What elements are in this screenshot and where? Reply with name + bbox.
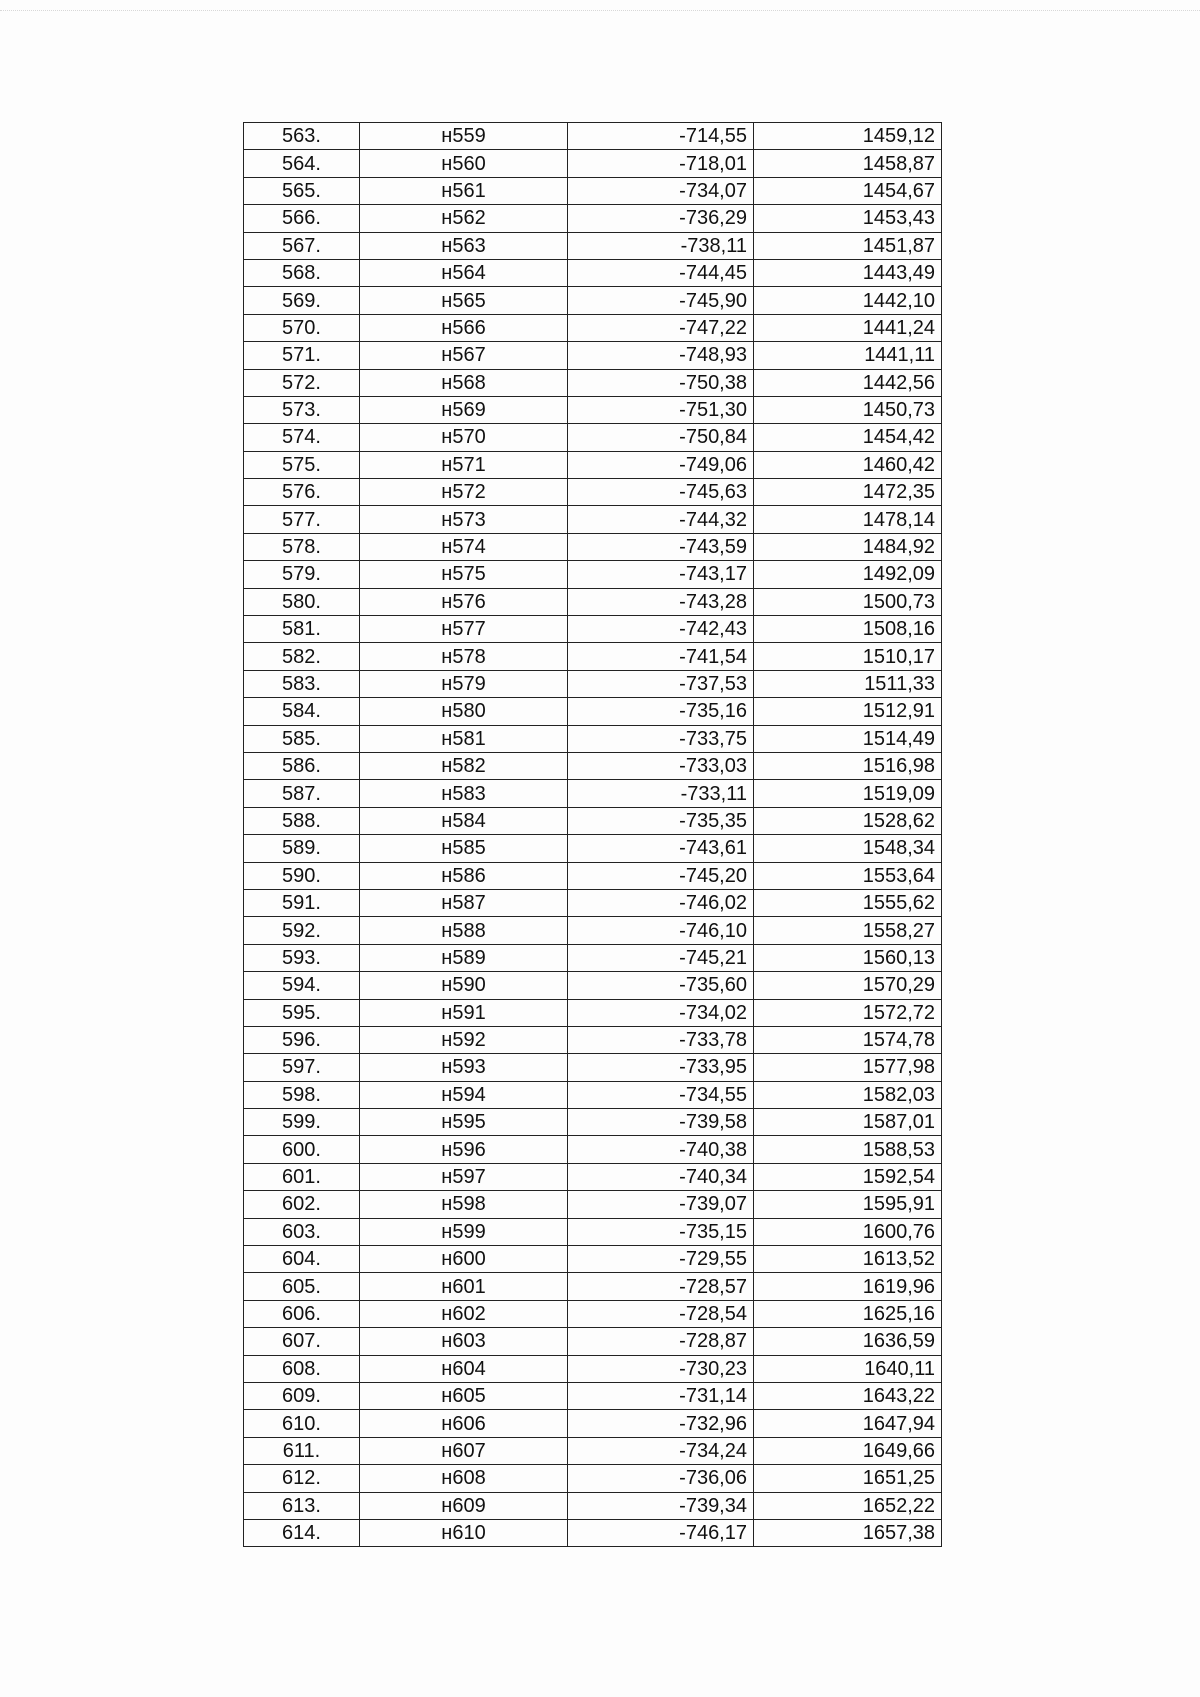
row-number-cell: 584. bbox=[244, 698, 360, 725]
y-coordinate-cell: 1651,25 bbox=[754, 1465, 942, 1492]
row-number-cell: 565. bbox=[244, 177, 360, 204]
x-coordinate-cell: -733,11 bbox=[568, 780, 754, 807]
y-coordinate-cell: 1528,62 bbox=[754, 807, 942, 834]
row-number-cell: 581. bbox=[244, 616, 360, 643]
y-coordinate-cell: 1460,42 bbox=[754, 451, 942, 478]
table-row bbox=[244, 588, 942, 615]
table-row bbox=[244, 1081, 942, 1108]
x-coordinate-cell: -747,22 bbox=[568, 314, 754, 341]
row-number-cell: 590. bbox=[244, 862, 360, 889]
y-coordinate-cell: 1459,12 bbox=[754, 123, 942, 150]
point-id-cell: н606 bbox=[360, 1410, 568, 1437]
x-coordinate-cell: -746,17 bbox=[568, 1519, 754, 1546]
point-id-cell: н574 bbox=[360, 533, 568, 560]
table-row bbox=[244, 999, 942, 1026]
coordinates-table-body bbox=[244, 123, 942, 1547]
table-row bbox=[244, 1328, 942, 1355]
point-id-cell: н588 bbox=[360, 917, 568, 944]
table-row bbox=[244, 944, 942, 971]
x-coordinate-cell: -746,02 bbox=[568, 889, 754, 916]
y-coordinate-cell: 1512,91 bbox=[754, 698, 942, 725]
row-number-cell: 585. bbox=[244, 725, 360, 752]
x-coordinate-cell: -741,54 bbox=[568, 643, 754, 670]
row-number-cell: 578. bbox=[244, 533, 360, 560]
x-coordinate-cell: -731,14 bbox=[568, 1382, 754, 1409]
point-id-cell: н577 bbox=[360, 616, 568, 643]
x-coordinate-cell: -735,15 bbox=[568, 1218, 754, 1245]
table-row bbox=[244, 451, 942, 478]
row-number-cell: 602. bbox=[244, 1191, 360, 1218]
table-row bbox=[244, 643, 942, 670]
point-id-cell: н567 bbox=[360, 342, 568, 369]
x-coordinate-cell: -733,78 bbox=[568, 1026, 754, 1053]
x-coordinate-cell: -733,95 bbox=[568, 1054, 754, 1081]
point-id-cell: н564 bbox=[360, 259, 568, 286]
row-number-cell: 610. bbox=[244, 1410, 360, 1437]
y-coordinate-cell: 1647,94 bbox=[754, 1410, 942, 1437]
scan-artifact-line bbox=[0, 10, 1200, 13]
point-id-cell: н563 bbox=[360, 232, 568, 259]
table-row bbox=[244, 123, 942, 150]
row-number-cell: 564. bbox=[244, 150, 360, 177]
table-row bbox=[244, 314, 942, 341]
point-id-cell: н580 bbox=[360, 698, 568, 725]
y-coordinate-cell: 1595,91 bbox=[754, 1191, 942, 1218]
x-coordinate-cell: -746,10 bbox=[568, 917, 754, 944]
y-coordinate-cell: 1625,16 bbox=[754, 1300, 942, 1327]
y-coordinate-cell: 1458,87 bbox=[754, 150, 942, 177]
point-id-cell: н594 bbox=[360, 1081, 568, 1108]
y-coordinate-cell: 1558,27 bbox=[754, 917, 942, 944]
y-coordinate-cell: 1511,33 bbox=[754, 670, 942, 697]
table-row bbox=[244, 1465, 942, 1492]
x-coordinate-cell: -748,93 bbox=[568, 342, 754, 369]
table-row bbox=[244, 1218, 942, 1245]
y-coordinate-cell: 1570,29 bbox=[754, 972, 942, 999]
row-number-cell: 612. bbox=[244, 1465, 360, 1492]
y-coordinate-cell: 1588,53 bbox=[754, 1136, 942, 1163]
point-id-cell: н593 bbox=[360, 1054, 568, 1081]
y-coordinate-cell: 1577,98 bbox=[754, 1054, 942, 1081]
point-id-cell: н576 bbox=[360, 588, 568, 615]
y-coordinate-cell: 1442,56 bbox=[754, 369, 942, 396]
point-id-cell: н582 bbox=[360, 752, 568, 779]
x-coordinate-cell: -730,23 bbox=[568, 1355, 754, 1382]
table-row bbox=[244, 698, 942, 725]
table-row bbox=[244, 1191, 942, 1218]
x-coordinate-cell: -745,63 bbox=[568, 479, 754, 506]
table-row bbox=[244, 232, 942, 259]
point-id-cell: н595 bbox=[360, 1109, 568, 1136]
table-row bbox=[244, 1382, 942, 1409]
y-coordinate-cell: 1478,14 bbox=[754, 506, 942, 533]
table-row bbox=[244, 150, 942, 177]
x-coordinate-cell: -733,03 bbox=[568, 752, 754, 779]
table-row bbox=[244, 972, 942, 999]
point-id-cell: н597 bbox=[360, 1163, 568, 1190]
y-coordinate-cell: 1643,22 bbox=[754, 1382, 942, 1409]
x-coordinate-cell: -732,96 bbox=[568, 1410, 754, 1437]
x-coordinate-cell: -743,28 bbox=[568, 588, 754, 615]
row-number-cell: 563. bbox=[244, 123, 360, 150]
table-row bbox=[244, 1410, 942, 1437]
point-id-cell: н599 bbox=[360, 1218, 568, 1245]
row-number-cell: 568. bbox=[244, 259, 360, 286]
row-number-cell: 601. bbox=[244, 1163, 360, 1190]
row-number-cell: 600. bbox=[244, 1136, 360, 1163]
table-row bbox=[244, 342, 942, 369]
point-id-cell: н586 bbox=[360, 862, 568, 889]
table-row bbox=[244, 205, 942, 232]
row-number-cell: 575. bbox=[244, 451, 360, 478]
point-id-cell: н570 bbox=[360, 424, 568, 451]
row-number-cell: 592. bbox=[244, 917, 360, 944]
point-id-cell: н596 bbox=[360, 1136, 568, 1163]
x-coordinate-cell: -750,38 bbox=[568, 369, 754, 396]
point-id-cell: н600 bbox=[360, 1246, 568, 1273]
row-number-cell: 571. bbox=[244, 342, 360, 369]
row-number-cell: 580. bbox=[244, 588, 360, 615]
x-coordinate-cell: -749,06 bbox=[568, 451, 754, 478]
y-coordinate-cell: 1450,73 bbox=[754, 396, 942, 423]
table-row bbox=[244, 889, 942, 916]
x-coordinate-cell: -735,60 bbox=[568, 972, 754, 999]
row-number-cell: 598. bbox=[244, 1081, 360, 1108]
row-number-cell: 566. bbox=[244, 205, 360, 232]
y-coordinate-cell: 1508,16 bbox=[754, 616, 942, 643]
point-id-cell: н603 bbox=[360, 1328, 568, 1355]
y-coordinate-cell: 1636,59 bbox=[754, 1328, 942, 1355]
point-id-cell: н590 bbox=[360, 972, 568, 999]
y-coordinate-cell: 1657,38 bbox=[754, 1519, 942, 1546]
point-id-cell: н572 bbox=[360, 479, 568, 506]
point-id-cell: н609 bbox=[360, 1492, 568, 1519]
y-coordinate-cell: 1519,09 bbox=[754, 780, 942, 807]
point-id-cell: н584 bbox=[360, 807, 568, 834]
table-row bbox=[244, 506, 942, 533]
row-number-cell: 573. bbox=[244, 396, 360, 423]
table-row bbox=[244, 287, 942, 314]
x-coordinate-cell: -728,54 bbox=[568, 1300, 754, 1327]
row-number-cell: 574. bbox=[244, 424, 360, 451]
y-coordinate-cell: 1472,35 bbox=[754, 479, 942, 506]
point-id-cell: н591 bbox=[360, 999, 568, 1026]
row-number-cell: 576. bbox=[244, 479, 360, 506]
x-coordinate-cell: -734,07 bbox=[568, 177, 754, 204]
y-coordinate-cell: 1454,67 bbox=[754, 177, 942, 204]
y-coordinate-cell: 1441,11 bbox=[754, 342, 942, 369]
table-row bbox=[244, 752, 942, 779]
row-number-cell: 608. bbox=[244, 1355, 360, 1382]
row-number-cell: 599. bbox=[244, 1109, 360, 1136]
y-coordinate-cell: 1560,13 bbox=[754, 944, 942, 971]
y-coordinate-cell: 1441,24 bbox=[754, 314, 942, 341]
x-coordinate-cell: -750,84 bbox=[568, 424, 754, 451]
point-id-cell: н585 bbox=[360, 835, 568, 862]
point-id-cell: н589 bbox=[360, 944, 568, 971]
point-id-cell: н604 bbox=[360, 1355, 568, 1382]
y-coordinate-cell: 1484,92 bbox=[754, 533, 942, 560]
x-coordinate-cell: -743,59 bbox=[568, 533, 754, 560]
row-number-cell: 587. bbox=[244, 780, 360, 807]
x-coordinate-cell: -714,55 bbox=[568, 123, 754, 150]
x-coordinate-cell: -737,53 bbox=[568, 670, 754, 697]
x-coordinate-cell: -740,34 bbox=[568, 1163, 754, 1190]
point-id-cell: н598 bbox=[360, 1191, 568, 1218]
x-coordinate-cell: -735,16 bbox=[568, 698, 754, 725]
table-row bbox=[244, 780, 942, 807]
x-coordinate-cell: -738,11 bbox=[568, 232, 754, 259]
table-row bbox=[244, 369, 942, 396]
y-coordinate-cell: 1640,11 bbox=[754, 1355, 942, 1382]
x-coordinate-cell: -733,75 bbox=[568, 725, 754, 752]
table-row bbox=[244, 1300, 942, 1327]
point-id-cell: н566 bbox=[360, 314, 568, 341]
point-id-cell: н592 bbox=[360, 1026, 568, 1053]
point-id-cell: н587 bbox=[360, 889, 568, 916]
x-coordinate-cell: -751,30 bbox=[568, 396, 754, 423]
y-coordinate-cell: 1500,73 bbox=[754, 588, 942, 615]
y-coordinate-cell: 1454,42 bbox=[754, 424, 942, 451]
table-row bbox=[244, 259, 942, 286]
table-row bbox=[244, 835, 942, 862]
row-number-cell: 583. bbox=[244, 670, 360, 697]
point-id-cell: н601 bbox=[360, 1273, 568, 1300]
coordinates-table bbox=[243, 122, 942, 1547]
x-coordinate-cell: -745,21 bbox=[568, 944, 754, 971]
table-row bbox=[244, 1246, 942, 1273]
point-id-cell: н579 bbox=[360, 670, 568, 697]
y-coordinate-cell: 1492,09 bbox=[754, 561, 942, 588]
table-row bbox=[244, 177, 942, 204]
row-number-cell: 604. bbox=[244, 1246, 360, 1273]
x-coordinate-cell: -745,90 bbox=[568, 287, 754, 314]
row-number-cell: 586. bbox=[244, 752, 360, 779]
row-number-cell: 567. bbox=[244, 232, 360, 259]
point-id-cell: н571 bbox=[360, 451, 568, 478]
y-coordinate-cell: 1516,98 bbox=[754, 752, 942, 779]
table-row bbox=[244, 670, 942, 697]
y-coordinate-cell: 1652,22 bbox=[754, 1492, 942, 1519]
point-id-cell: н583 bbox=[360, 780, 568, 807]
x-coordinate-cell: -729,55 bbox=[568, 1246, 754, 1273]
y-coordinate-cell: 1613,52 bbox=[754, 1246, 942, 1273]
row-number-cell: 594. bbox=[244, 972, 360, 999]
point-id-cell: н568 bbox=[360, 369, 568, 396]
table-row bbox=[244, 561, 942, 588]
table-row bbox=[244, 424, 942, 451]
row-number-cell: 596. bbox=[244, 1026, 360, 1053]
table-row bbox=[244, 917, 942, 944]
y-coordinate-cell: 1600,76 bbox=[754, 1218, 942, 1245]
point-id-cell: н602 bbox=[360, 1300, 568, 1327]
table-row bbox=[244, 1136, 942, 1163]
x-coordinate-cell: -739,58 bbox=[568, 1109, 754, 1136]
y-coordinate-cell: 1582,03 bbox=[754, 1081, 942, 1108]
x-coordinate-cell: -736,29 bbox=[568, 205, 754, 232]
x-coordinate-cell: -734,24 bbox=[568, 1437, 754, 1464]
x-coordinate-cell: -743,17 bbox=[568, 561, 754, 588]
y-coordinate-cell: 1443,49 bbox=[754, 259, 942, 286]
table-row bbox=[244, 862, 942, 889]
table-row bbox=[244, 725, 942, 752]
table-row bbox=[244, 1492, 942, 1519]
y-coordinate-cell: 1514,49 bbox=[754, 725, 942, 752]
table-row bbox=[244, 1355, 942, 1382]
point-id-cell: н559 bbox=[360, 123, 568, 150]
point-id-cell: н610 bbox=[360, 1519, 568, 1546]
point-id-cell: н608 bbox=[360, 1465, 568, 1492]
point-id-cell: н607 bbox=[360, 1437, 568, 1464]
point-id-cell: н569 bbox=[360, 396, 568, 423]
y-coordinate-cell: 1451,87 bbox=[754, 232, 942, 259]
x-coordinate-cell: -740,38 bbox=[568, 1136, 754, 1163]
y-coordinate-cell: 1649,66 bbox=[754, 1437, 942, 1464]
x-coordinate-cell: -735,35 bbox=[568, 807, 754, 834]
table-row bbox=[244, 1026, 942, 1053]
x-coordinate-cell: -736,06 bbox=[568, 1465, 754, 1492]
x-coordinate-cell: -718,01 bbox=[568, 150, 754, 177]
row-number-cell: 603. bbox=[244, 1218, 360, 1245]
row-number-cell: 570. bbox=[244, 314, 360, 341]
row-number-cell: 582. bbox=[244, 643, 360, 670]
table-row bbox=[244, 1437, 942, 1464]
row-number-cell: 613. bbox=[244, 1492, 360, 1519]
y-coordinate-cell: 1592,54 bbox=[754, 1163, 942, 1190]
point-id-cell: н578 bbox=[360, 643, 568, 670]
point-id-cell: н573 bbox=[360, 506, 568, 533]
x-coordinate-cell: -734,02 bbox=[568, 999, 754, 1026]
point-id-cell: н605 bbox=[360, 1382, 568, 1409]
table-row bbox=[244, 1163, 942, 1190]
y-coordinate-cell: 1548,34 bbox=[754, 835, 942, 862]
row-number-cell: 591. bbox=[244, 889, 360, 916]
point-id-cell: н581 bbox=[360, 725, 568, 752]
y-coordinate-cell: 1510,17 bbox=[754, 643, 942, 670]
row-number-cell: 614. bbox=[244, 1519, 360, 1546]
table-row bbox=[244, 396, 942, 423]
y-coordinate-cell: 1555,62 bbox=[754, 889, 942, 916]
x-coordinate-cell: -743,61 bbox=[568, 835, 754, 862]
y-coordinate-cell: 1442,10 bbox=[754, 287, 942, 314]
row-number-cell: 588. bbox=[244, 807, 360, 834]
y-coordinate-cell: 1572,72 bbox=[754, 999, 942, 1026]
table-row bbox=[244, 1054, 942, 1081]
y-coordinate-cell: 1553,64 bbox=[754, 862, 942, 889]
row-number-cell: 597. bbox=[244, 1054, 360, 1081]
y-coordinate-cell: 1574,78 bbox=[754, 1026, 942, 1053]
point-id-cell: н560 bbox=[360, 150, 568, 177]
y-coordinate-cell: 1587,01 bbox=[754, 1109, 942, 1136]
row-number-cell: 605. bbox=[244, 1273, 360, 1300]
x-coordinate-cell: -745,20 bbox=[568, 862, 754, 889]
x-coordinate-cell: -734,55 bbox=[568, 1081, 754, 1108]
y-coordinate-cell: 1453,43 bbox=[754, 205, 942, 232]
table-row bbox=[244, 479, 942, 506]
table-row bbox=[244, 1519, 942, 1546]
x-coordinate-cell: -742,43 bbox=[568, 616, 754, 643]
row-number-cell: 589. bbox=[244, 835, 360, 862]
point-id-cell: н575 bbox=[360, 561, 568, 588]
x-coordinate-cell: -739,34 bbox=[568, 1492, 754, 1519]
x-coordinate-cell: -728,57 bbox=[568, 1273, 754, 1300]
point-id-cell: н565 bbox=[360, 287, 568, 314]
row-number-cell: 569. bbox=[244, 287, 360, 314]
row-number-cell: 606. bbox=[244, 1300, 360, 1327]
table-row bbox=[244, 807, 942, 834]
row-number-cell: 593. bbox=[244, 944, 360, 971]
row-number-cell: 572. bbox=[244, 369, 360, 396]
table-row bbox=[244, 1273, 942, 1300]
y-coordinate-cell: 1619,96 bbox=[754, 1273, 942, 1300]
x-coordinate-cell: -739,07 bbox=[568, 1191, 754, 1218]
table-row bbox=[244, 533, 942, 560]
point-id-cell: н561 bbox=[360, 177, 568, 204]
table-row bbox=[244, 1109, 942, 1136]
row-number-cell: 595. bbox=[244, 999, 360, 1026]
row-number-cell: 609. bbox=[244, 1382, 360, 1409]
row-number-cell: 577. bbox=[244, 506, 360, 533]
x-coordinate-cell: -728,87 bbox=[568, 1328, 754, 1355]
row-number-cell: 607. bbox=[244, 1328, 360, 1355]
row-number-cell: 579. bbox=[244, 561, 360, 588]
table-row bbox=[244, 616, 942, 643]
row-number-cell: 611. bbox=[244, 1437, 360, 1464]
x-coordinate-cell: -744,32 bbox=[568, 506, 754, 533]
x-coordinate-cell: -744,45 bbox=[568, 259, 754, 286]
point-id-cell: н562 bbox=[360, 205, 568, 232]
